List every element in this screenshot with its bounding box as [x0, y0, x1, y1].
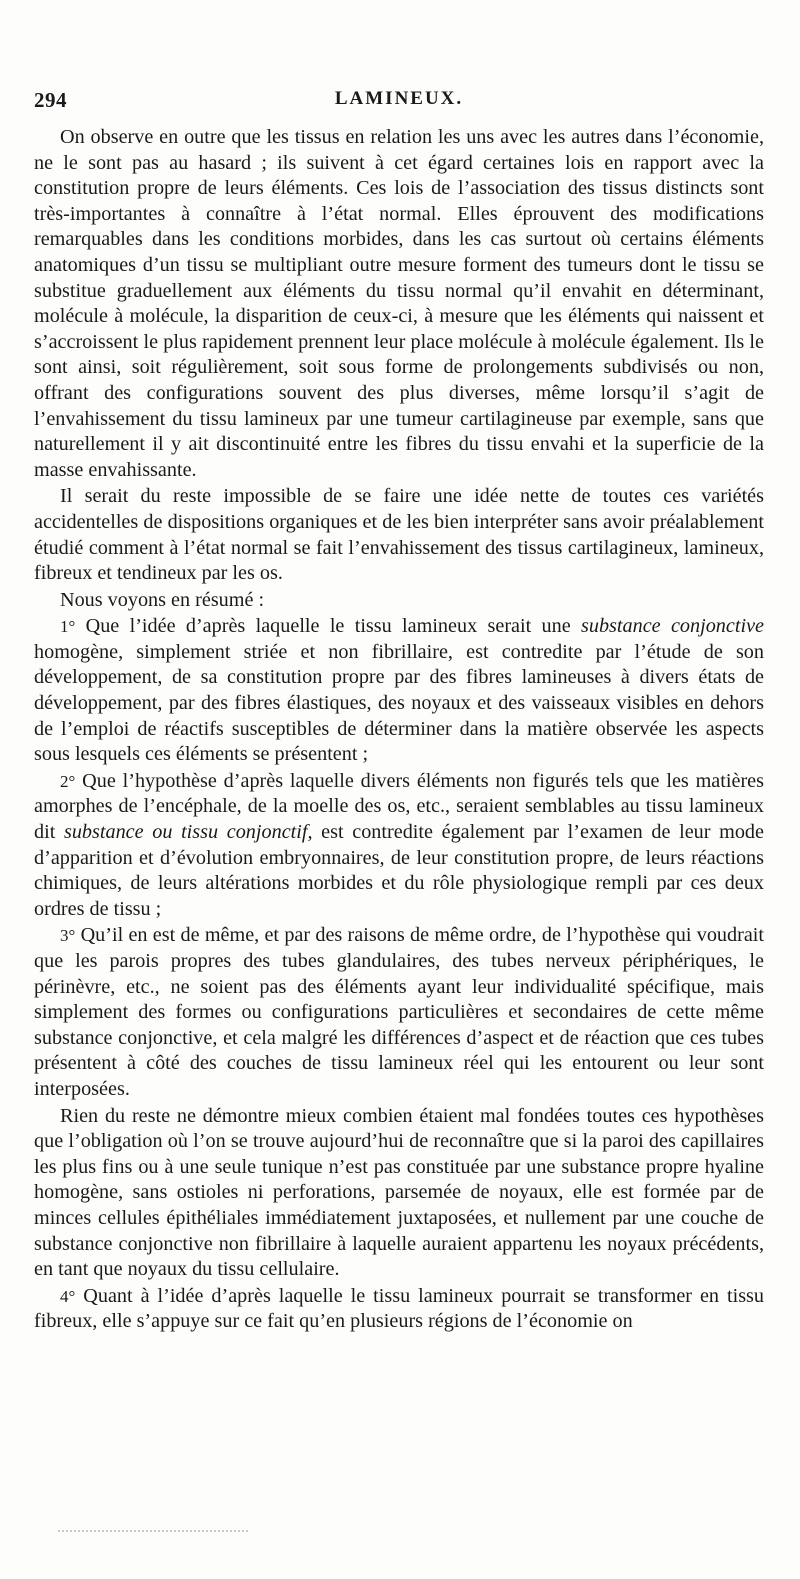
paragraph-accidental-varieties [34, 484, 764, 586]
paragraph-capillaries [34, 1104, 764, 1283]
paragraph-text: Il serait du reste impossible de se faire une idée nette de toutes ces variétés accidentelles de dispositions organiques et de les bien interpréter sans avoir préalablement étudié comment à l’état normal se fait l’envahissement des tissus cartilagineux, lamineux, fibreux et tendineux par les os. [34, 485, 764, 585]
paragraph-text: Quant à l’idée d’après laquelle le tissu lamineux pourrait se transformer en tissu fibreux, elle s’appuye sur ce fait qu’en plusieurs régions de l’économie on [34, 1284, 764, 1333]
paragraph-text: Rien du reste ne démontre mieux combien étaient mal fondées toutes ces hypothèses que l’obligation où l’on se trouve aujourd’hui de reconnaître que si la paroi des capillaires les plus fins ou à une seule tunique n’est pas constituée par une substance propre hyaline homogène, sans ostioles ni perforations, parsemée de noyaux, elle est formée par de minces cellules épithéliales immédiatement juxtaposées, et nullement par une couche de substance conjonctive non fibrillaire à laquelle auraient appartenu les noyaux précédents, en tant que noyaux du tissu cellulaire. [34, 1104, 764, 1281]
paragraph-text: homogène, simplement striée et non fibrillaire, est contredite par l’étude de son développement, de sa constitution propre par des fibres lamineuses à divers états de développement, par des fibres élastiques, des noyaux et des vaisseaux visibles en dehors de l’emploi de réactifs susceptibles de déterminer dans la matière observée les aspects sous lesquels ces éléments se présentent ; [34, 640, 764, 766]
paragraph-text: Qu’il en est de même, et par des raisons de même ordre, de l’hypothèse qui voudrait que les parois propres des tubes glandulaires, des tubes nerveux périphériques, le périnèvre, etc., ne soient pas des éléments ayant leur individualité spécifique, mais simplement des formes ou configurations particulières et secondaires de cette même substance conjonctive, et cela malgré les différences d’aspect et de réaction que ces tubes présentent à côté des couches de tissu lamineux réel qui les entourent ou leur sont interposées. [34, 924, 764, 1100]
point-number: 4° [60, 1286, 76, 1306]
italic-term: substance ou tissu conjonctif, [63, 821, 313, 844]
italic-term: substance conjonctive [581, 615, 764, 638]
summary-point-3 [34, 923, 764, 1102]
body-text [34, 125, 764, 1335]
paragraph-text: Que l’idée d’après laquelle le tissu lamineux serait une [75, 615, 582, 638]
point-number: 3° [60, 926, 76, 946]
point-number: 1° [60, 617, 76, 637]
summary-point-2 [34, 769, 764, 923]
paragraph-text: Que l’hypothèse d’après laquelle divers éléments non figurés tels que les matières amorphes de l’encéphale, de la moelle des os, etc., seraient semblables au tissu lamineux dit [34, 769, 764, 844]
paragraph-text: Nous voyons en résumé : [60, 588, 265, 611]
paragraph-tissue-association [34, 125, 764, 483]
point-number: 2° [60, 771, 76, 791]
running-head [34, 88, 764, 116]
paragraph-text: On observe en outre que les tissus en relation les uns avec les autres dans l’économie, ne le sont pas au hasard ; ils suivent à cet égard certaines lois en rapport avec la constitution propre de leurs éléments. Ces lois de l’association des tissus distincts sont très-importantes à connaître à l’état normal. Elles éprouvent des modifications remarquables dans les conditions morbides, dans les cas surtout où certains éléments anatomiques d’un tissu se multipliant outre mesure forment des tumeurs dont le tissu se substitue graduellement aux éléments du tissu normal qu’il envahit en déterminant, molécule à molécule, la disparition de ceux-ci, à mesure que les éléments qui naissent et s’accroissent le plus rapidement prennent leur place molécule à molécule également. Ils le sont ainsi, soit régulièrement, soit sous forme de prolongements subdivisés ou non, offrant des configurations souvent des plus diverses, même lorsqu’il s’agit de l’envahissement du tissu lamineux par une tumeur cartilagineuse par exemple, sans que naturellement il y ait discontinuité entre les fibres du tissu envahi et la superficie de la masse envahissante. [34, 126, 764, 481]
print-smudge [58, 1530, 248, 1535]
running-title: LAMINEUX. [334, 88, 464, 109]
page-number: 294 [34, 88, 67, 112]
paragraph-text: est contredite également par l’examen de leur mode d’apparition et d’évolution embryonnaires, de leur constitution propre, de leurs réactions chimiques, de leurs altérations morbides et du rôle physiologique rempli par ces deux ordres de tissu ; [34, 821, 764, 920]
summary-point-1 [34, 614, 764, 768]
paragraph-summary-intro [34, 588, 764, 614]
summary-point-4 [34, 1284, 764, 1335]
